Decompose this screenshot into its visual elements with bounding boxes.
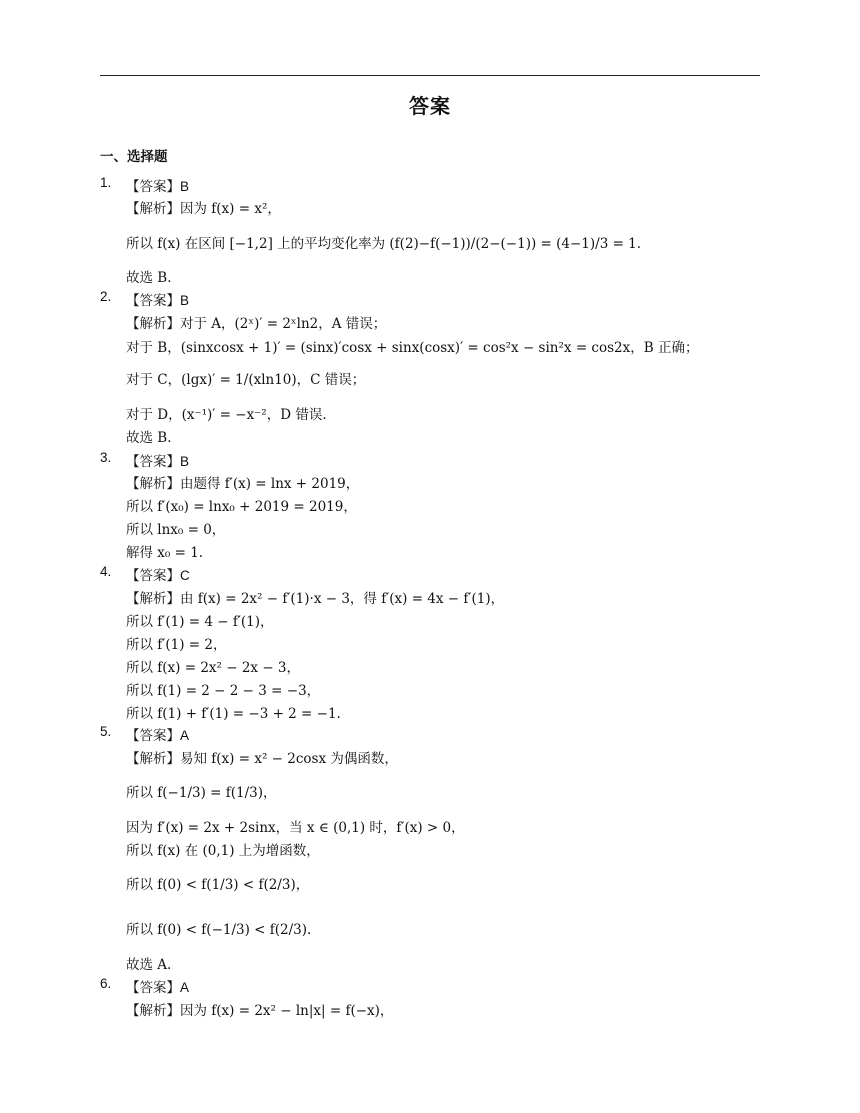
solution-line: 【解析】对于 A，(2ˣ)′ = 2ˣln2，A 错误； (126, 316, 387, 332)
solution-line: 所以 f′(1) = 4 − f′(1)， (126, 614, 274, 630)
item-number: 6. (100, 976, 112, 991)
solution-line: 【解析】由题得 f′(x) = lnx + 2019， (126, 476, 360, 492)
solution-line: 所以 f(0) < f(1/3) < f(2/3)， (126, 877, 310, 893)
solution-line: 所以 f′(1) = 2， (126, 637, 227, 653)
answer-line: 【答案】A (126, 728, 190, 743)
solution-line: 因为 f′(x) = 2x + 2sinx，当 x ∈ (0,1) 时，f′(x) > 0， (126, 820, 465, 836)
solution-line: 所以 f(1) + f′(1) = −3 + 2 = −1. (126, 706, 341, 722)
solution-line: 故选 B. (126, 430, 172, 446)
answer-line: 【答案】A (126, 980, 190, 995)
item-number: 3. (100, 450, 112, 465)
answer-line: 【答案】B (126, 293, 190, 308)
solution-line: 解得 x₀ = 1. (126, 545, 204, 561)
solution-line: 所以 f′(x₀) = lnx₀ + 2019 = 2019， (126, 499, 357, 515)
solution-line: 【解析】因为 f(x) = 2x² − ln|x| = f(−x)， (126, 1003, 394, 1019)
solution-line: 所以 f(0) < f(−1/3) < f(2/3). (126, 922, 312, 938)
header-rule (100, 75, 760, 76)
section-heading: 一、选择题 (100, 149, 168, 165)
item-number: 2. (100, 289, 112, 304)
solution-line: 所以 lnx₀ = 0， (126, 522, 226, 538)
answer-line: 【答案】B (126, 454, 190, 469)
item-number: 4. (100, 564, 112, 579)
solution-line: 对于 D，(x⁻¹)′ = −x⁻²，D 错误. (126, 407, 327, 423)
solution-line: 【解析】因为 f(x) = x²， (126, 201, 281, 217)
solution-line: 【解析】由 f(x) = 2x² − f′(1)·x − 3，得 f′(x) = 4x − f′(1)， (126, 591, 505, 607)
solution-line: 【解析】易知 f(x) = x² − 2cosx 为偶函数， (126, 751, 398, 767)
solution-line: 所以 f(x) = 2x² − 2x − 3， (126, 660, 301, 676)
solution-line: 对于 C，(lgx)′ = 1/(xln10)，C 错误； (126, 372, 366, 388)
solution-line: 所以 f(x) 在区间 [−1,2] 上的平均变化率为 (f(2)−f(−1))/(2−(−1)) = (4−1)/3 = 1. (126, 236, 642, 252)
page-title: 答案 (409, 94, 451, 118)
solution-line: 所以 f(−1/3) = f(1/3)， (126, 785, 277, 801)
item-number: 5. (100, 724, 112, 739)
solution-line: 故选 B. (126, 270, 172, 286)
answer-line: 【答案】B (126, 179, 190, 194)
solution-line: 对于 B，(sinxcosx + 1)′ = (sinx)′cosx + sinx(cosx)′ = cos²x − sin²x = cos2x，B 正确； (126, 340, 699, 356)
item-number: 1. (100, 175, 112, 190)
solution-line: 故选 A. (126, 957, 172, 973)
solution-line: 所以 f(1) = 2 − 2 − 3 = −3， (126, 683, 321, 699)
answer-line: 【答案】C (126, 568, 190, 583)
solution-line: 所以 f(x) 在 (0,1) 上为增函数， (126, 843, 320, 859)
